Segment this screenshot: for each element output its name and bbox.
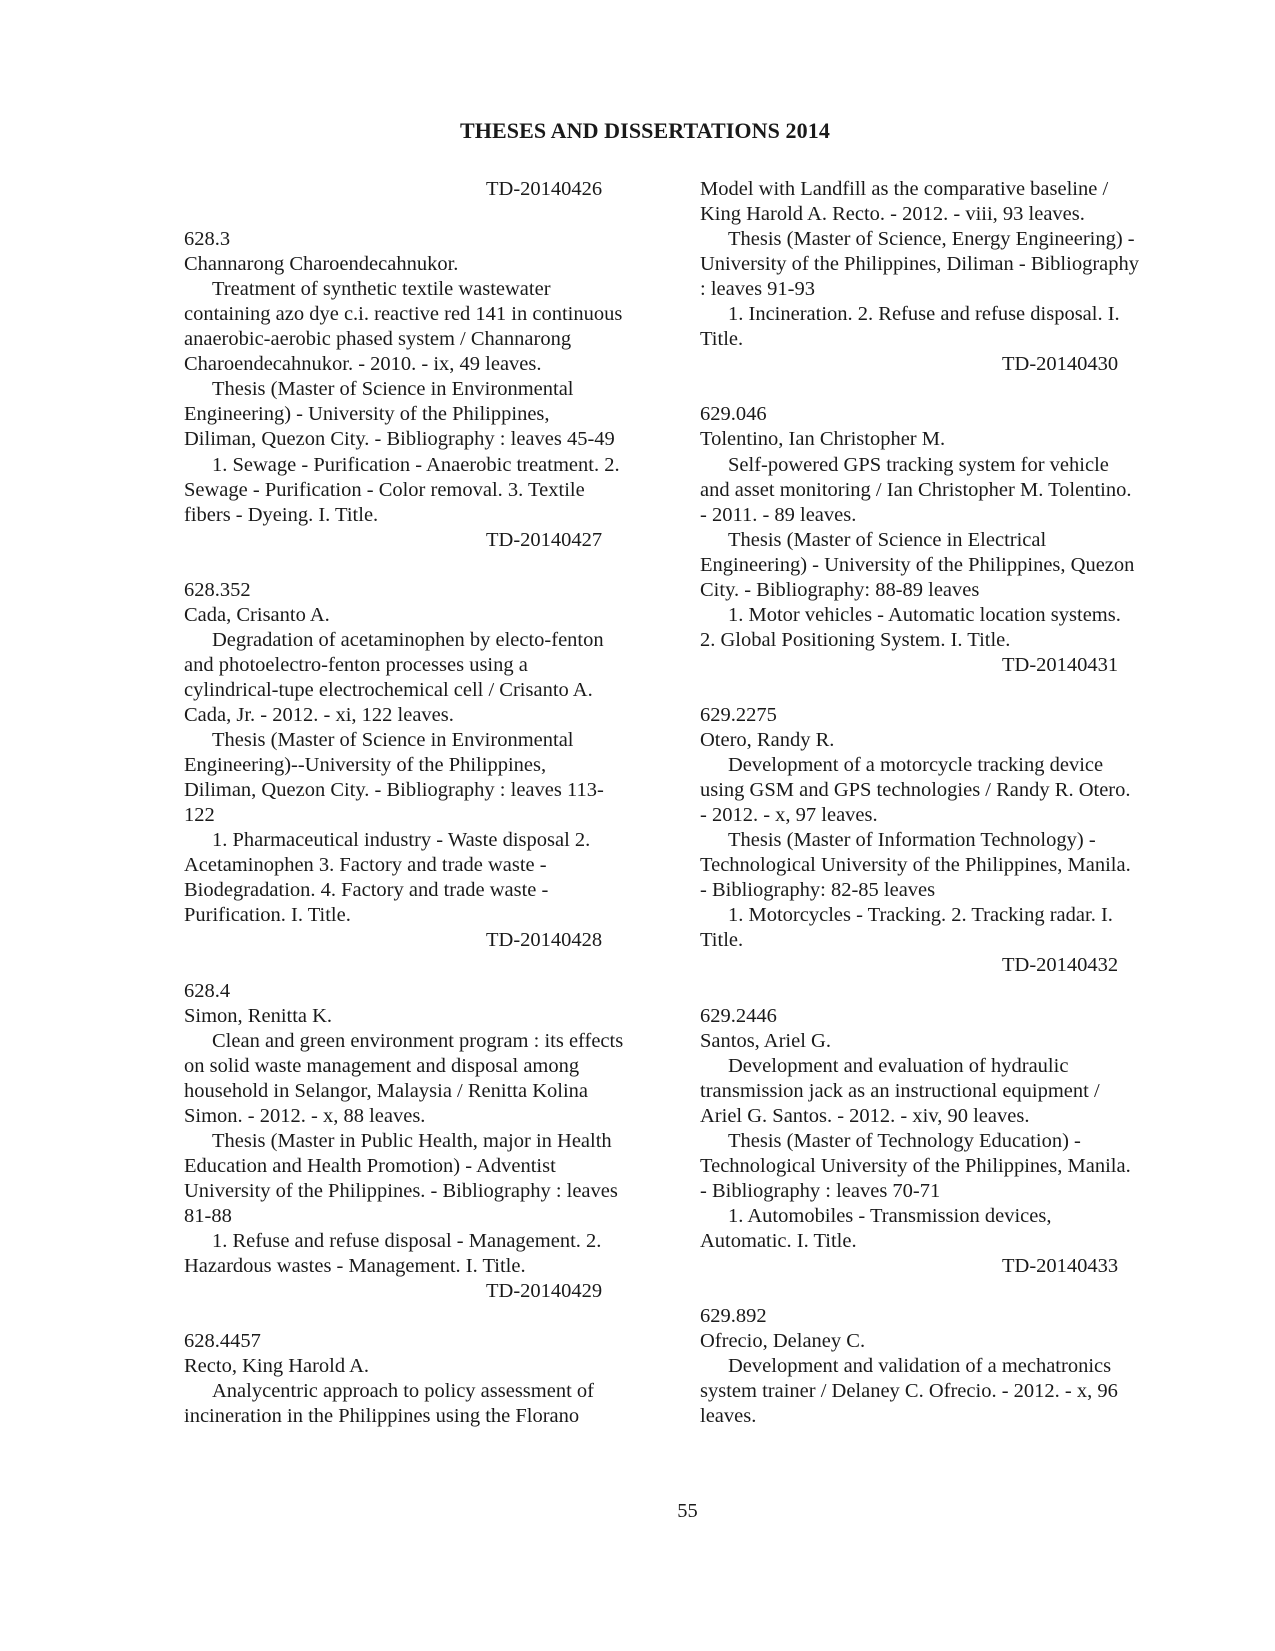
accession-number: TD-20140429 bbox=[486, 1280, 603, 1303]
text-line: 629.892 bbox=[700, 1305, 767, 1328]
text-line: Diliman, Quezon City. - Bibliography : leaves 113- bbox=[184, 779, 604, 802]
text-line: 1. Refuse and refuse disposal - Management. 2. bbox=[212, 1229, 602, 1252]
text-line: and photoelectro-fenton processes using a bbox=[184, 653, 528, 676]
text-line: Thesis (Master of Information Technology) - bbox=[728, 829, 1096, 852]
text-line: 628.4 bbox=[184, 979, 231, 1002]
text-line: Thesis (Master of Science in Electrical bbox=[728, 528, 1047, 551]
text-line: 628.352 bbox=[184, 578, 251, 601]
text-line: University of the Philippines, Diliman - Bibliography bbox=[700, 253, 1139, 276]
spacer bbox=[184, 1304, 674, 1329]
text-line: system trainer / Delaney C. Ofrecio. - 2012. - x, 96 bbox=[700, 1380, 1118, 1403]
spacer bbox=[700, 377, 1190, 402]
text-line: - Bibliography: 82-85 leaves bbox=[700, 879, 936, 902]
text-line: fibers - Dyeing. I. Title. bbox=[184, 503, 379, 526]
left-column bbox=[184, 177, 674, 1429]
text-line: 628.4457 bbox=[184, 1330, 261, 1353]
text-line: 1. Incineration. 2. Refuse and refuse disposal. I. bbox=[728, 303, 1120, 326]
text-line: containing azo dye c.i. reactive red 141 in continuous bbox=[184, 303, 623, 326]
text-line: 1. Motor vehicles - Automatic location systems. bbox=[728, 603, 1121, 626]
text-line: Degradation of acetaminophen by electo-fenton bbox=[212, 628, 604, 651]
text-line: Simon, Renitta K. bbox=[184, 1004, 333, 1027]
text-line: 81-88 bbox=[184, 1204, 232, 1227]
text-line: incineration in the Philippines using the Florano bbox=[184, 1405, 580, 1428]
page-title: THESES AND DISSERTATIONS 2014 bbox=[460, 118, 830, 143]
accession-number: TD-20140430 bbox=[1002, 353, 1119, 376]
text-line: cylindrical-tupe electrochemical cell / Crisanto A. bbox=[184, 678, 593, 701]
text-line: 1. Automobiles - Transmission devices, bbox=[728, 1204, 1052, 1227]
text-line: Title. bbox=[700, 929, 744, 952]
text-line: 629.2446 bbox=[700, 1004, 777, 1027]
text-line: Purification. I. Title. bbox=[184, 904, 351, 927]
text-line: anaerobic-aerobic phased system / Channarong bbox=[184, 328, 572, 351]
text-line: Diliman, Quezon City. - Bibliography : leaves 45-49 bbox=[184, 428, 615, 451]
right-column bbox=[700, 177, 1190, 1429]
accession-number: TD-20140431 bbox=[1002, 653, 1119, 676]
text-line: Title. bbox=[700, 328, 744, 351]
text-line: Simon. - 2012. - x, 88 leaves. bbox=[184, 1104, 426, 1127]
text-line: : leaves 91-93 bbox=[700, 278, 815, 301]
spacer bbox=[184, 953, 674, 978]
spacer bbox=[700, 1279, 1190, 1304]
text-line: 1. Sewage - Purification - Anaerobic treatment. 2. bbox=[212, 453, 620, 476]
text-line: Otero, Randy R. bbox=[700, 729, 835, 752]
text-line: Technological University of the Philippines, Manila. bbox=[700, 1154, 1131, 1177]
text-line: Ofrecio, Delaney C. bbox=[700, 1330, 866, 1353]
text-line: Sewage - Purification - Color removal. 3. Textile bbox=[184, 478, 585, 501]
text-line: 122 bbox=[184, 804, 215, 827]
text-line: City. - Bibliography: 88-89 leaves bbox=[700, 578, 980, 601]
text-line: using GSM and GPS technologies / Randy R. Otero. bbox=[700, 779, 1131, 802]
text-line: Cada, Crisanto A. bbox=[184, 603, 330, 626]
accession-number: TD-20140432 bbox=[1002, 954, 1119, 977]
text-line: Development and evaluation of hydraulic bbox=[728, 1054, 1069, 1077]
text-line: - Bibliography : leaves 70-71 bbox=[700, 1179, 941, 1202]
text-line: 1. Motorcycles - Tracking. 2. Tracking radar. I. bbox=[728, 904, 1113, 927]
text-line: Biodegradation. 4. Factory and trade waste - bbox=[184, 879, 549, 902]
text-line: Acetaminophen 3. Factory and trade waste - bbox=[184, 854, 547, 877]
text-line: Engineering) - University of the Philippines, bbox=[184, 403, 550, 426]
text-line: transmission jack as an instructional equipment / bbox=[700, 1079, 1100, 1102]
text-line: Charoendecahnukor. - 2010. - ix, 49 leaves. bbox=[184, 353, 542, 376]
text-line: 629.046 bbox=[700, 403, 767, 426]
text-line: Thesis (Master in Public Health, major in Health bbox=[212, 1129, 612, 1152]
text-line: Development of a motorcycle tracking device bbox=[728, 754, 1104, 777]
accession-number: TD-20140426 bbox=[486, 178, 603, 200]
text-line: on solid waste management and disposal among bbox=[184, 1054, 580, 1077]
text-line: 628.3 bbox=[184, 228, 231, 251]
text-line: Education and Health Promotion) - Adventist bbox=[184, 1154, 556, 1177]
spacer bbox=[700, 979, 1190, 1004]
spacer bbox=[184, 202, 674, 227]
text-line: and asset monitoring / Ian Christopher M. Tolentino. bbox=[700, 478, 1132, 501]
accession-number: TD-20140428 bbox=[486, 929, 603, 952]
text-line: Thesis (Master of Science in Environmental bbox=[212, 378, 574, 401]
text-line: University of the Philippines. - Bibliography : leaves bbox=[184, 1179, 618, 1202]
text-line: Ariel G. Santos. - 2012. - xiv, 90 leaves. bbox=[700, 1104, 1030, 1127]
text-line: Thesis (Master of Science in Environmental bbox=[212, 729, 574, 752]
text-line: household in Selangor, Malaysia / Renitta Kolina bbox=[184, 1079, 588, 1102]
text-line: Treatment of synthetic textile wastewater bbox=[212, 278, 551, 301]
text-line: Channarong Charoendecahnukor. bbox=[184, 253, 459, 276]
accession-number: TD-20140427 bbox=[486, 528, 603, 551]
text-line: Thesis (Master of Technology Education) - bbox=[728, 1129, 1081, 1152]
text-line: Hazardous wastes - Management. I. Title. bbox=[184, 1255, 526, 1278]
text-line: Engineering) - University of the Philippines, Quezon bbox=[700, 553, 1135, 576]
text-line: 2. Global Positioning System. I. Title. bbox=[700, 628, 1011, 651]
text-line: leaves. bbox=[700, 1405, 757, 1428]
text-line: Engineering)--University of the Philippines, bbox=[184, 754, 547, 777]
text-line: Tolentino, Ian Christopher M. bbox=[700, 428, 946, 451]
text-line: Cada, Jr. - 2012. - xi, 122 leaves. bbox=[184, 703, 454, 726]
spacer bbox=[700, 678, 1190, 703]
accession-number: TD-20140433 bbox=[1002, 1255, 1119, 1278]
text-line: Thesis (Master of Science, Energy Engineering) - bbox=[728, 228, 1135, 251]
text-line: Clean and green environment program : its effects bbox=[212, 1029, 624, 1052]
text-line: Self-powered GPS tracking system for vehicle bbox=[728, 453, 1109, 476]
page-number: 55 bbox=[677, 1500, 698, 1522]
text-line: - 2012. - x, 97 leaves. bbox=[700, 804, 878, 827]
spacer bbox=[184, 553, 674, 578]
text-line: King Harold A. Recto. - 2012. - viii, 93 leaves. bbox=[700, 203, 1085, 226]
text-line: Model with Landfill as the comparative baseline / bbox=[700, 178, 1109, 200]
text-line: Analycentric approach to policy assessment of bbox=[212, 1380, 594, 1403]
text-line: 629.2275 bbox=[700, 703, 777, 726]
text-line: Development and validation of a mechatronics bbox=[728, 1355, 1112, 1378]
text-line: Recto, King Harold A. bbox=[184, 1355, 370, 1378]
text-line: - 2011. - 89 leaves. bbox=[700, 503, 857, 526]
text-line: Santos, Ariel G. bbox=[700, 1029, 831, 1052]
text-line: 1. Pharmaceutical industry - Waste disposal 2. bbox=[212, 829, 591, 852]
text-line: Automatic. I. Title. bbox=[700, 1229, 857, 1252]
text-line: Technological University of the Philippines, Manila. bbox=[700, 854, 1131, 877]
